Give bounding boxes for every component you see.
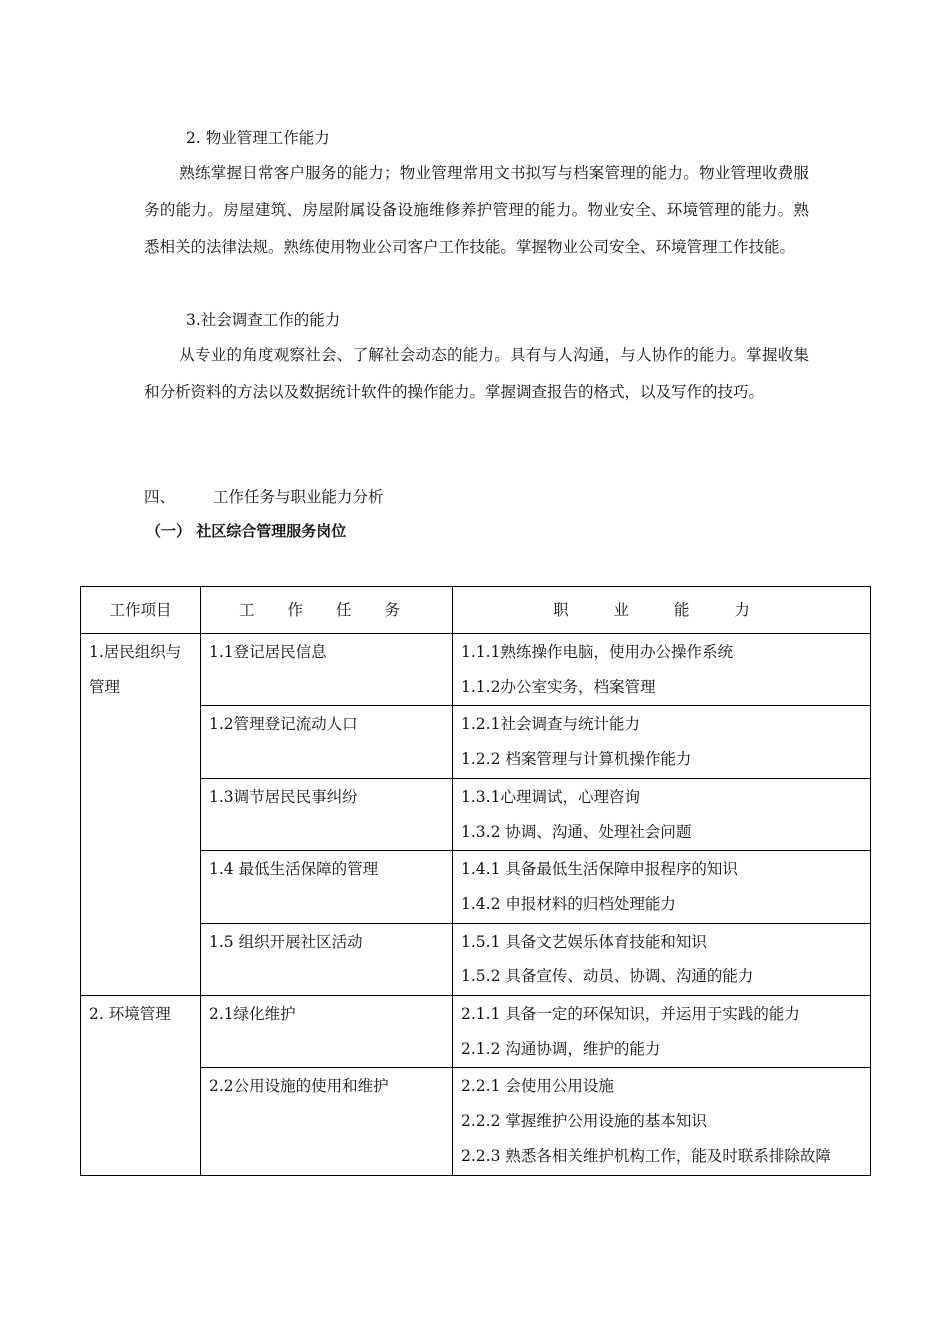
- subsection-title-2: 2. 物业管理工作能力: [186, 129, 330, 147]
- ability-cell: [453, 851, 871, 923]
- ability-item: 1.1.1熟练操作电脑，使用办公操作系统: [461, 643, 733, 661]
- subsection-body-2-text: 熟练掌握日常客户服务的能力；物业管理常用文书拟写与档案管理的能力。物业管理收费服务的能力。房屋建筑、房屋附属设备设施维修养护管理的能力。物业安全、环境管理的能力。熟悉相关的法律法规。熟练使用物业公司客户工作技能。掌握物业公司安全、环境管理工作技能。: [144, 164, 809, 256]
- ability-cell: [453, 923, 871, 995]
- ability-cell: [453, 706, 871, 778]
- table-row: [81, 634, 871, 706]
- ability-item: 1.5.1 具备文艺娱乐体育技能和知识: [461, 932, 707, 951]
- subsection-body-2: [144, 155, 809, 266]
- ability-cell: [453, 634, 871, 706]
- header-ability: 职 业 能 力: [453, 587, 871, 634]
- task-cell: 1.5 组织开展社区活动: [201, 923, 453, 995]
- ability-cell: [453, 778, 871, 850]
- subsection-heading-1: （一） 社区综合管理服务岗位: [146, 522, 347, 540]
- task-cell: 2.2公用设施的使用和维护: [201, 1068, 453, 1175]
- project-cell: 1.居民组织与管理: [81, 634, 201, 996]
- ability-item: 1.1.2办公室实务，档案管理: [461, 677, 656, 696]
- project-cell: 2. 环境管理: [81, 996, 201, 1176]
- ability-cell: [453, 996, 871, 1068]
- subsection-body-3: [144, 337, 809, 411]
- ability-item: 1.4.2 申报材料的归档处理能力: [461, 894, 676, 913]
- ability-item: 1.3.1心理调试，心理咨询: [461, 787, 640, 806]
- task-cell: 1.1登记居民信息: [201, 634, 453, 706]
- subsection-title-3: 3.社会调查工作的能力: [186, 311, 341, 329]
- subsection-body-3-text: 从专业的角度观察社会、了解社会动态的能力。具有与人沟通，与人协作的能力。掌握收集和分析资料的方法以及数据统计软件的操作能力。掌握调查报告的格式，以及写作的技巧。: [144, 346, 809, 401]
- task-cell: 1.2管理登记流动人口: [201, 706, 453, 778]
- ability-item: 2.2.2 掌握维护公用设施的基本知识: [461, 1112, 707, 1131]
- section-heading-4: [144, 485, 384, 507]
- task-cell: 1.4 最低生活保障的管理: [201, 851, 453, 923]
- header-task: 工 作 任 务: [201, 587, 453, 634]
- ability-item: 2.2.1 会使用公用设施: [461, 1077, 614, 1096]
- ability-item: 1.2.1社会调查与统计能力: [461, 715, 640, 734]
- ability-item: 1.3.2 协调、沟通、处理社会问题: [461, 822, 692, 841]
- ability-item: 1.4.1 具备最低生活保障申报程序的知识: [461, 860, 738, 879]
- ability-item: 1.5.2 具备宣传、动员、协调、沟通的能力: [461, 967, 754, 986]
- ability-item: 1.2.2 档案管理与计算机操作能力: [461, 750, 692, 769]
- ability-item: 2.1.2 沟通协调，维护的能力: [461, 1039, 661, 1058]
- task-cell: 2.1绿化维护: [201, 996, 453, 1068]
- table-header-row: [81, 587, 871, 634]
- table-body: [81, 634, 871, 1176]
- section-number: 四、: [144, 488, 176, 506]
- task-ability-table: [80, 586, 871, 1176]
- table-row: [81, 996, 871, 1068]
- ability-item: 2.2.3 熟悉各相关维护机构工作，能及时联系排除故障: [461, 1146, 831, 1165]
- ability-item: 2.1.1 具备一定的环保知识，并运用于实践的能力: [461, 1005, 800, 1024]
- header-project: 工作项目: [81, 587, 201, 634]
- task-cell: 1.3调节居民民事纠纷: [201, 778, 453, 850]
- section-title: 工作任务与职业能力分析: [213, 488, 384, 506]
- ability-cell: [453, 1068, 871, 1175]
